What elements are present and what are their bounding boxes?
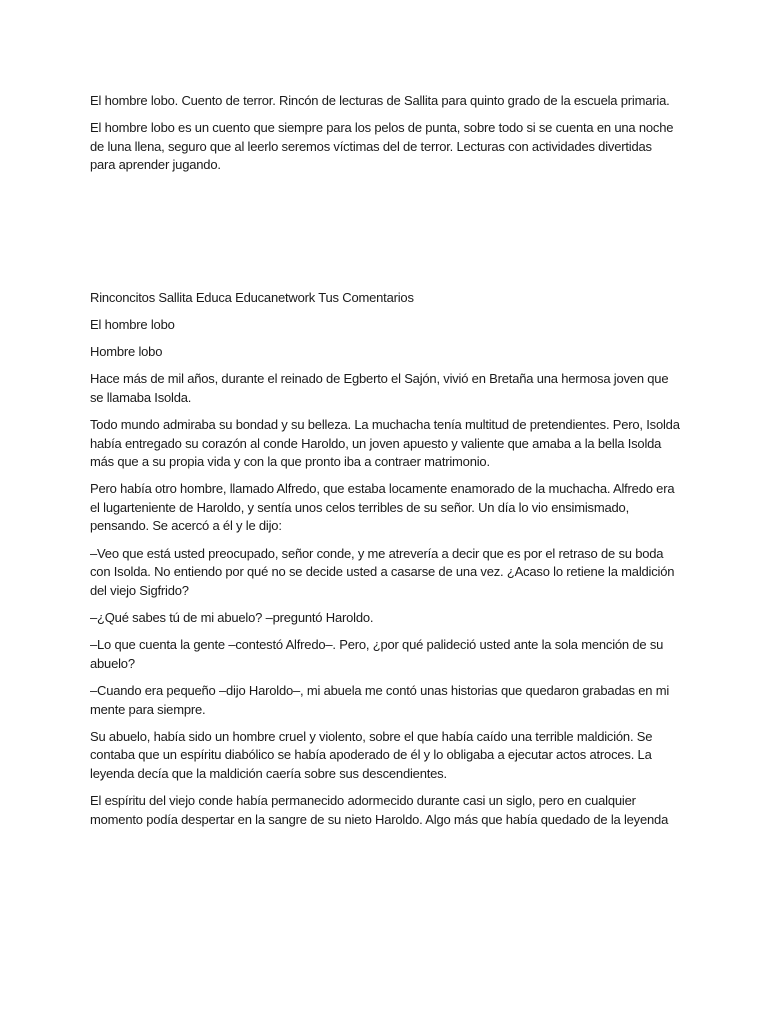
story-title: El hombre lobo [90, 316, 175, 332]
document-page [90, 92, 680, 838]
story-paragraph: Pero había otro hombre, llamado Alfredo, que estaba locamente enamorado de la muchacha. Alfredo era el lugarteniente de Haroldo, y sentía unos celos terribles de su señor. Un día lo vio ensimismado, pensando. Se acercó a él y le dijo: [90, 481, 675, 534]
story-paragraph: –Veo que está usted preocupado, señor conde, y me atrevería a decir que es por el retraso de su boda con Isolda. No entiendo por qué no se decide usted a casarse de una vez. ¿Acaso lo retiene la maldición del viejo Sigfrido? [90, 545, 675, 598]
story-subtitle: Hombre lobo [90, 343, 163, 359]
nav-line: Rinconcitos Sallita Educa Educanetwork Tus Comentarios [90, 289, 414, 305]
story-paragraph: –Lo que cuenta la gente –contestó Alfredo–. Pero, ¿por qué palideció usted ante la sola mención de su abuelo? [90, 637, 664, 671]
story-paragraph: –¿Qué sabes tú de mi abuelo? –preguntó Haroldo. [90, 610, 374, 626]
intro-heading: El hombre lobo. Cuento de terror. Rincón de lecturas de Sallita para quinto grado de la escuela primaria. [90, 93, 670, 108]
blank-space [90, 184, 680, 289]
story-paragraph: Su abuelo, había sido un hombre cruel y violento, sobre el que había caído una terrible maldición. Se contaba que un espíritu diabólico se había apoderado de él y lo obligaba a ejecutar actos atroces. La leyenda decía que la maldición caería sobre sus descendientes. [90, 728, 653, 781]
intro-summary: El hombre lobo es un cuento que siempre para los pelos de punta, sobre todo si se cuenta en una noche de luna llena, seguro que al leerlo seremos víctimas del de terror. Lecturas con actividades divertidas para aprender jugando. [90, 120, 674, 173]
story-paragraph: Hace más de mil años, durante el reinado de Egberto el Sajón, vivió en Bretaña una hermosa joven que se llamaba Isolda. [90, 371, 669, 405]
story-paragraph: –Cuando era pequeño –dijo Haroldo–, mi abuela me contó unas historias que quedaron grabadas en mi mente para siempre. [90, 683, 670, 717]
story-paragraph: El espíritu del viejo conde había permanecido adormecido durante casi un siglo, pero en cualquier momento podía despertar en la sangre de su nieto Haroldo. Algo más que había quedado de la leyenda [90, 793, 669, 827]
story-paragraph: Todo mundo admiraba su bondad y su belleza. La muchacha tenía multitud de pretendientes. Pero, Isolda había entregado su corazón al conde Haroldo, un joven apuesto y valiente que amaba a la bella Isolda más que a su propia vida y con la que pronto iba a contraer matrimonio. [90, 416, 680, 470]
